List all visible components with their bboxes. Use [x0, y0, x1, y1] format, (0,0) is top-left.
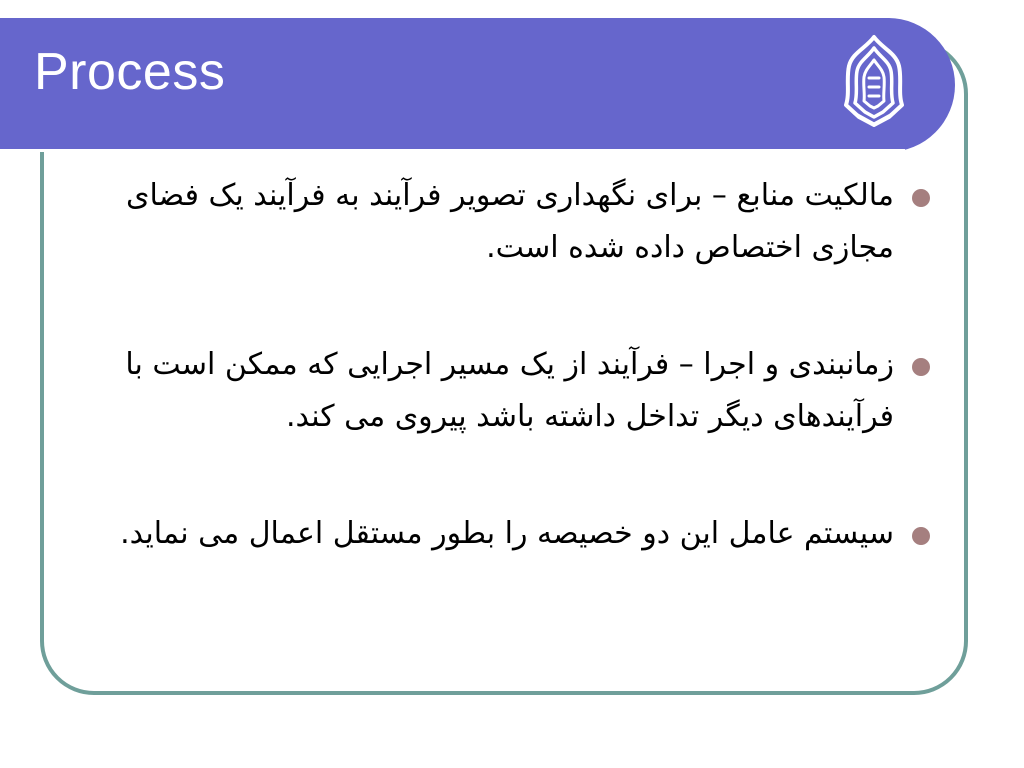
bullet-dot-icon	[912, 358, 930, 376]
slide-title: Process	[34, 43, 226, 101]
bullet-dot-icon	[912, 527, 930, 545]
title-divider	[0, 149, 905, 152]
bullet-item	[80, 170, 930, 274]
bullet-item	[80, 339, 930, 443]
bullet-text: مالکیت منابع – برای نگهداری تصویر فرآیند به فرآیند یک فضای مجازی اختصاص داده شده است.	[125, 178, 894, 265]
bullet-text: زمانبندی و اجرا – فرآیند از یک مسیر اجرایی که ممکن است با فرآیندهای دیگر تداخل داشته باشد پیروی می کند.	[125, 347, 894, 434]
bullet-list	[80, 170, 930, 560]
bullet-dot-icon	[912, 189, 930, 207]
bullet-item	[80, 508, 930, 560]
mosque-dome-emblem-icon	[838, 33, 910, 129]
bullet-text: سیستم عامل این دو خصیصه را بطور مستقل اعمال می نماید.	[120, 516, 894, 551]
